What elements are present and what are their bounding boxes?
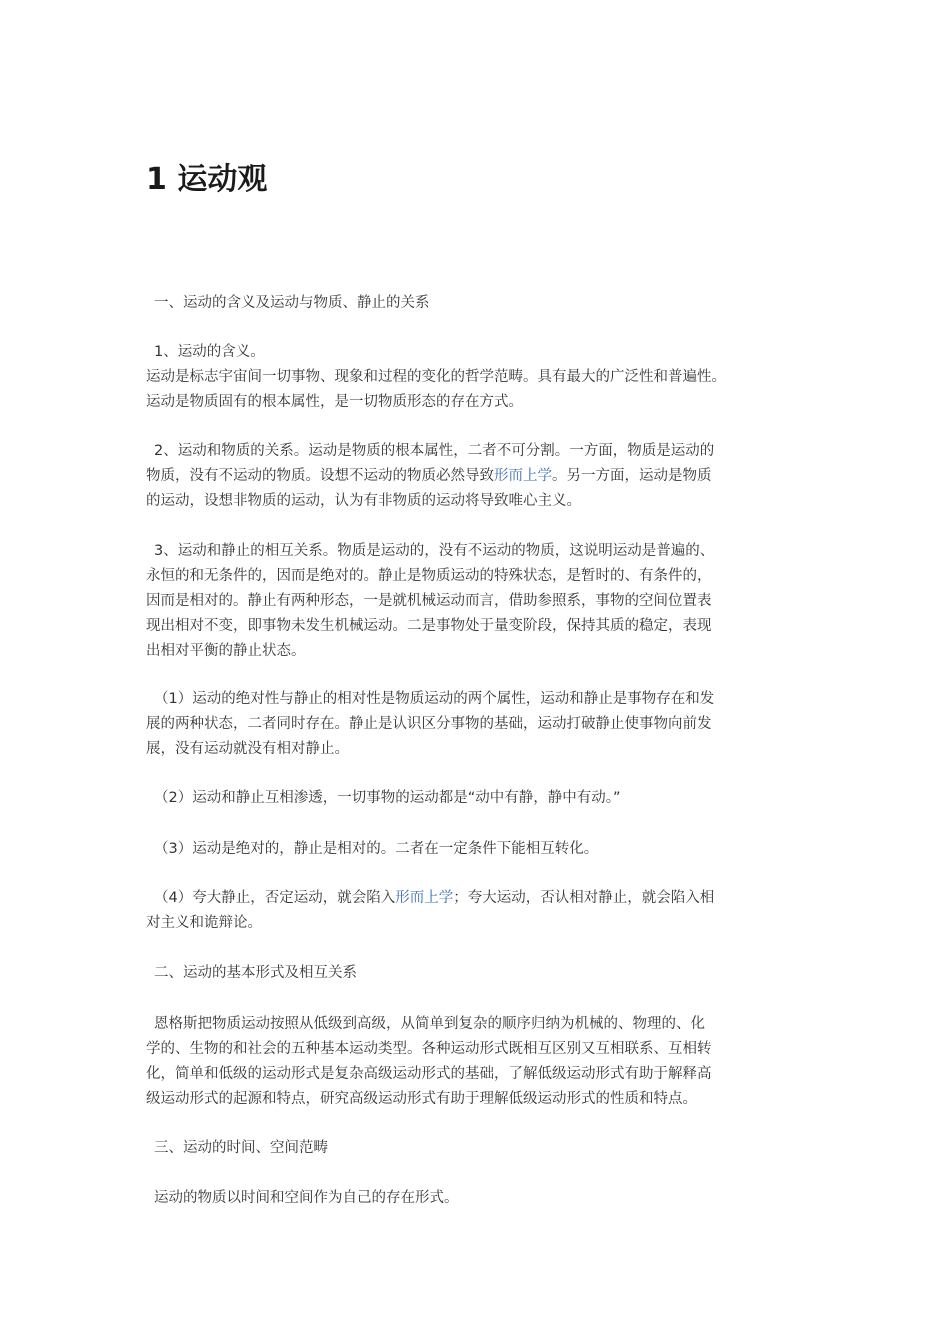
paragraph-line: 对主义和诡辩论。 [146, 915, 262, 931]
section-2-heading-text: 二、运动的基本形式及相互关系 [154, 965, 357, 981]
section-1-paragraph-2 [146, 439, 816, 514]
paragraph-line: 恩格斯把物质运动按照从低级到高级，从简单到复杂的顺序归纳为机械的、物理的、化 [154, 1016, 705, 1032]
metaphysics-link[interactable]: 形而上学 [395, 890, 454, 906]
paragraph-line: 的运动，设想非物质的运动，认为有非物质的运动将导致唯心主义。 [146, 493, 581, 509]
paragraph-line: 展的两种状态，二者同时存在。静止是认识区分事物的基础，运动打破静止使事物向前发 [146, 716, 712, 732]
section-3-heading-text: 三、运动的时间、空间范畴 [154, 1140, 328, 1156]
section-1-paragraph-5 [146, 786, 816, 811]
paragraph-line: 运动是物质固有的根本属性，是一切物质形态的存在方式。 [146, 394, 523, 410]
paragraph-line: 学的、生物的和社会的五种基本运动类型。各种运动形式既相互区别又互相联系、互相转 [146, 1041, 712, 1057]
paragraph-line [146, 886, 816, 911]
paragraph-line: 3、运动和静止的相互关系。物质是运动的，没有不运动的物质，这说明运动是普遍的、 [154, 543, 715, 559]
paragraph-line: 化，简单和低级的运动形式是复杂高级运动形式的基础，了解低级运动形式有助于解释高 [146, 1066, 712, 1082]
section-1-paragraph-7 [146, 886, 816, 936]
paragraph-line: 因而是相对的。静止有两种形态，一是就机械运动而言，借助参照系，事物的空间位置表 [146, 593, 712, 609]
metaphysics-link[interactable]: 形而上学 [494, 468, 552, 484]
section-2-heading [146, 961, 824, 986]
document-title: 1 运动观 [146, 162, 268, 197]
section-3-paragraph-1 [146, 1186, 816, 1211]
paragraph-line: 运动是标志宇宙间一切事物、现象和过程的变化的哲学范畴。具有最大的广泛性和普遍性。 [146, 369, 726, 385]
paragraph-line: 1、运动的含义。 [154, 344, 265, 360]
paragraph-line: 2、运动和物质的关系。运动是物质的根本属性，二者不可分割。一方面，物质是运动的 [154, 443, 715, 459]
paragraph-text: （4）夸大静止，否定运动，就会陷入 [154, 890, 396, 906]
paragraph-line: 永恒的和无条件的，因而是绝对的。静止是物质运动的特殊状态，是暂时的、有条件的， [146, 568, 712, 584]
paragraph-text: 物质，没有不运动的物质。设想不运动的物质必然导致 [146, 468, 494, 484]
paragraph-line: （1）运动的绝对性与静止的相对性是物质运动的两个属性，运动和静止是事物存在和发 [154, 691, 715, 707]
section-3-heading [146, 1136, 824, 1161]
paragraph-line: 现出相对不变，即事物未发生机械运动。二是事物处于量变阶段，保持其质的稳定，表现 [146, 618, 712, 634]
paragraph-line [146, 464, 816, 489]
section-1-paragraph-4 [146, 687, 816, 762]
section-2-paragraph-1 [146, 1012, 816, 1112]
paragraph-line: 展，没有运动就没有相对静止。 [146, 741, 349, 757]
paragraph-line: 运动的物质以时间和空间作为自己的存在形式。 [154, 1190, 459, 1206]
paragraph-line: （2）运动和静止互相渗透，一切事物的运动都是“动中有静，静中有动。” [154, 790, 621, 806]
section-1-paragraph-3 [146, 539, 816, 664]
section-1-heading-text: 一、运动的含义及运动与物质、静止的关系 [154, 295, 430, 311]
section-1-paragraph-6 [146, 837, 816, 862]
paragraph-line: 出相对平衡的静止状态。 [146, 643, 306, 659]
paragraph-text: ；夸大运动，否认相对静止，就会陷入相 [453, 890, 715, 906]
paragraph-line: 级运动形式的起源和特点，研究高级运动形式有助于理解低级运动形式的性质和特点。 [146, 1091, 697, 1107]
paragraph-line: （3）运动是绝对的，静止是相对的。二者在一定条件下能相互转化。 [154, 841, 599, 857]
paragraph-text: 。另一方面，运动是物质 [552, 468, 712, 484]
section-1-heading [146, 291, 824, 316]
section-1-paragraph-1 [146, 340, 816, 415]
